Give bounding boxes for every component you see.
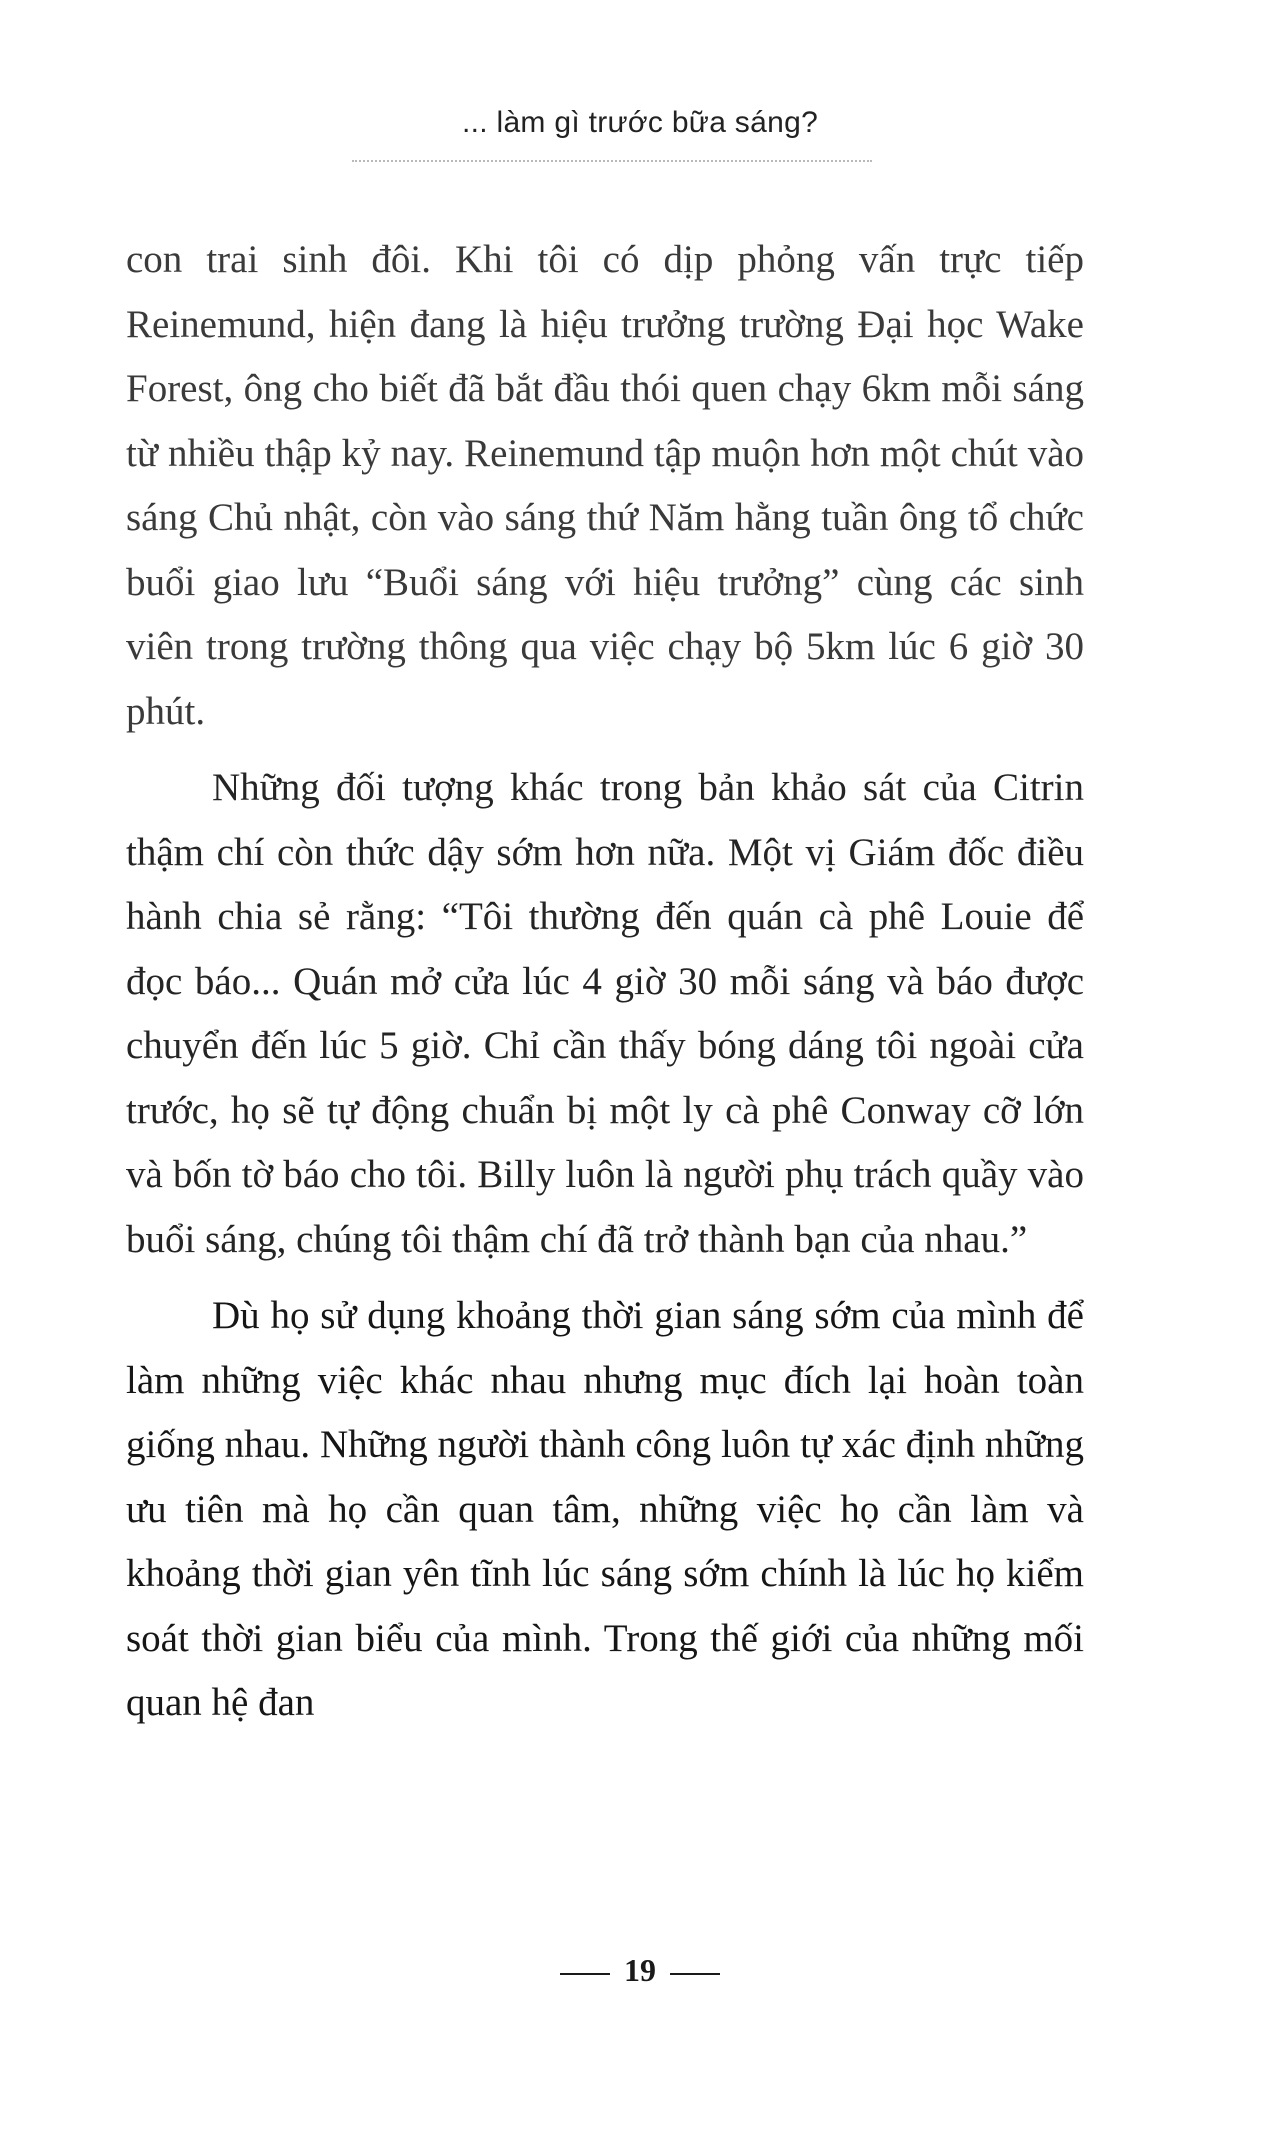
page-body bbox=[126, 228, 1084, 1736]
header-divider bbox=[352, 160, 872, 162]
paragraph-2: Những đối tượng khác trong bản khảo sát của Citrin thậm chí còn thức dậy sớm hơn nữa. Một vị Giám đốc điều hành chia sẻ rằng: “Tôi thường đến quán cà phê Louie để đọc báo... Quán mở cửa lúc 4 giờ 30 mỗi sáng và báo được chuyển đến lúc 5 giờ. Chỉ cần thấy bóng dáng tôi ngoài cửa trước, họ sẽ tự động chuẩn bị một ly cà phê Conway cỡ lớn và bốn tờ báo cho tôi. Billy luôn là người phụ trách quầy vào buổi sáng, chúng tôi thậm chí đã trở thành bạn của nhau.” bbox=[126, 766, 1084, 1261]
footer-dash-right bbox=[670, 1973, 720, 1975]
paragraph-3: Dù họ sử dụng khoảng thời gian sáng sớm của mình để làm những việc khác nhau nhưng mục đích lại hoàn toàn giống nhau. Những người thành công luôn tự xác định những ưu tiên mà họ cần quan tâm, những việc họ cần làm và khoảng thời gian yên tĩnh lúc sáng sớm chính là lúc họ kiểm soát thời gian biểu của mình. Trong thế giới của những mối quan hệ đan bbox=[126, 1294, 1084, 1724]
running-header: ... làm gì trước bữa sáng? bbox=[461, 106, 819, 139]
page-footer bbox=[0, 1952, 1280, 1989]
footer-dash-left bbox=[560, 1973, 610, 1975]
paragraph-1: con trai sinh đôi. Khi tôi có dịp phỏng vấn trực tiếp Reinemund, hiện đang là hiệu trưởng trường Đại học Wake Forest, ông cho biết đã bắt đầu thói quen chạy 6km mỗi sáng từ nhiều thập kỷ nay. Reinemund tập muộn hơn một chút vào sáng Chủ nhật, còn vào sáng thứ Năm hằng tuần ông tổ chức buổi giao lưu “Buổi sáng với hiệu trưởng” cùng các sinh viên trong trường thông qua việc chạy bộ 5km lúc 6 giờ 30 phút. bbox=[126, 238, 1084, 733]
page-number: 19 bbox=[624, 1952, 656, 1988]
